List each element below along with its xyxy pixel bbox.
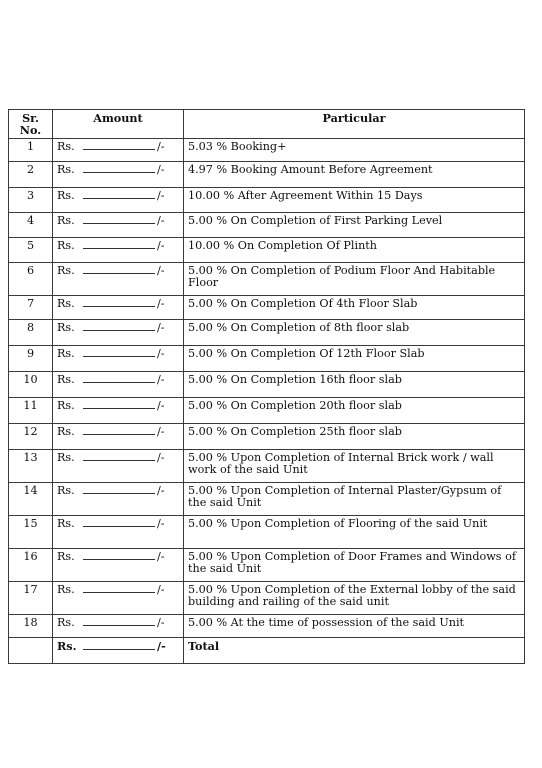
- rs-label: Rs.: [57, 188, 75, 202]
- amount-suffix: /-: [157, 139, 165, 153]
- rs-label: Rs.: [57, 516, 75, 530]
- sr-no-cell: 1: [9, 138, 53, 161]
- table-row: [9, 161, 525, 187]
- amount-suffix: /-: [157, 162, 165, 176]
- amount-blank-line: [83, 617, 155, 626]
- particular-cell: 5.00 % On Completion of First Parking Level: [184, 212, 525, 237]
- rs-label: Rs.: [57, 238, 75, 252]
- table-row: [9, 212, 525, 237]
- total-label: Total: [184, 637, 525, 663]
- amount-blank-line: [83, 374, 155, 383]
- particular-cell: 5.00 % On Completion Of 12th Floor Slab: [184, 345, 525, 371]
- sr-no-cell: 8: [9, 319, 53, 345]
- amount-blank-line: [83, 641, 155, 650]
- rs-label: Rs.: [57, 424, 75, 438]
- amount-cell: [53, 371, 184, 397]
- table-row: [9, 138, 525, 161]
- particular-cell: 5.00 % On Completion 25th floor slab: [184, 423, 525, 449]
- amount-blank-line: [83, 215, 155, 224]
- amount-blank-line: [83, 452, 155, 461]
- amount-cell: [53, 515, 184, 548]
- amount-blank-line: [83, 298, 155, 307]
- sr-no-cell: 6: [9, 262, 53, 295]
- sr-no-cell: 9: [9, 345, 53, 371]
- amount-cell: [53, 319, 184, 345]
- amount-cell: [53, 262, 184, 295]
- table-row: [9, 449, 525, 482]
- amount-suffix: /-: [157, 213, 165, 227]
- amount-header: Amount: [53, 110, 184, 139]
- amount-suffix: /-: [157, 398, 165, 412]
- amount-cell: [53, 212, 184, 237]
- rs-label: Rs.: [57, 638, 77, 653]
- particular-cell: 5.00 % On Completion of 8th floor slab: [184, 319, 525, 345]
- amount-blank-line: [83, 348, 155, 357]
- amount-blank-line: [83, 322, 155, 331]
- particular-cell: 5.00 % At the time of possession of the said Unit: [184, 614, 525, 637]
- sr-no-cell: 10: [9, 371, 53, 397]
- rs-label: Rs.: [57, 139, 75, 153]
- amount-suffix: /-: [157, 320, 165, 334]
- particular-cell: 5.00 % Upon Completion of Internal Plaster/Gypsum of the said Unit: [184, 482, 525, 515]
- particular-cell: 5.00 % On Completion 16th floor slab: [184, 371, 525, 397]
- table-row: [9, 397, 525, 423]
- total-amount-cell: [53, 637, 184, 663]
- table-row: [9, 237, 525, 262]
- particular-cell: 10.00 % After Agreement Within 15 Days: [184, 187, 525, 212]
- amount-cell: [53, 423, 184, 449]
- rs-label: Rs.: [57, 162, 75, 176]
- amount-blank-line: [83, 551, 155, 560]
- sr-no-cell: 14: [9, 482, 53, 515]
- amount-cell: [53, 397, 184, 423]
- amount-blank-line: [83, 426, 155, 435]
- amount-cell: [53, 548, 184, 581]
- amount-suffix: /-: [157, 450, 165, 464]
- sr-no-cell: 13: [9, 449, 53, 482]
- sr-no-cell: 11: [9, 397, 53, 423]
- sr-no-cell: 2: [9, 161, 53, 187]
- sr-no-cell: 16: [9, 548, 53, 581]
- amount-blank-line: [83, 265, 155, 274]
- particular-cell: 5.00 % Upon Completion of Door Frames and Windows of the said Unit: [184, 548, 525, 581]
- amount-suffix: /-: [157, 424, 165, 438]
- amount-cell: [53, 138, 184, 161]
- table-row: [9, 548, 525, 581]
- table-row: [9, 345, 525, 371]
- amount-suffix: /-: [157, 188, 165, 202]
- sr-no-cell: 18: [9, 614, 53, 637]
- sr-no-cell: 3: [9, 187, 53, 212]
- table-row: [9, 581, 525, 614]
- sr-no-cell: 12: [9, 423, 53, 449]
- particular-cell: 5.00 % Upon Completion of Internal Brick work / wall work of the said Unit: [184, 449, 525, 482]
- table-row: [9, 482, 525, 515]
- particular-cell: 5.00 % Upon Completion of the External lobby of the said building and railing of the said unit: [184, 581, 525, 614]
- particular-cell: 5.00 % Upon Completion of Flooring of the said Unit: [184, 515, 525, 548]
- rs-label: Rs.: [57, 346, 75, 360]
- amount-suffix: /-: [157, 346, 165, 360]
- table-row: [9, 515, 525, 548]
- rs-label: Rs.: [57, 213, 75, 227]
- table-row: [9, 614, 525, 637]
- rs-label: Rs.: [57, 615, 75, 629]
- amount-suffix: /-: [157, 238, 165, 252]
- amount-cell: [53, 237, 184, 262]
- rs-label: Rs.: [57, 398, 75, 412]
- amount-suffix: /-: [157, 516, 165, 530]
- table-row: [9, 262, 525, 295]
- amount-suffix: /-: [157, 615, 165, 629]
- amount-cell: [53, 581, 184, 614]
- sr-no-cell: 7: [9, 295, 53, 319]
- total-row: [9, 637, 525, 663]
- particular-cell: 4.97 % Booking Amount Before Agreement: [184, 161, 525, 187]
- table-row: [9, 319, 525, 345]
- particular-cell: 10.00 % On Completion Of Plinth: [184, 237, 525, 262]
- particular-cell: 5.03 % Booking+: [184, 138, 525, 161]
- rs-label: Rs.: [57, 320, 75, 334]
- rs-label: Rs.: [57, 549, 75, 563]
- rs-label: Rs.: [57, 582, 75, 596]
- amount-suffix: /-: [157, 372, 165, 386]
- table-row: [9, 295, 525, 319]
- amount-blank-line: [83, 240, 155, 249]
- amount-suffix: /-: [157, 296, 165, 310]
- particular-header: Particular: [184, 110, 525, 139]
- sr-no-cell: 5: [9, 237, 53, 262]
- sr-no-cell: 4: [9, 212, 53, 237]
- particular-cell: 5.00 % On Completion of Podium Floor And Habitable Floor: [184, 262, 525, 295]
- sr-no-cell: 15: [9, 515, 53, 548]
- amount-cell: [53, 187, 184, 212]
- payment-schedule-table: [8, 109, 525, 664]
- rs-label: Rs.: [57, 483, 75, 497]
- amount-blank-line: [83, 584, 155, 593]
- amount-blank-line: [83, 190, 155, 199]
- amount-blank-line: [83, 518, 155, 527]
- amount-suffix: /-: [157, 582, 165, 596]
- particular-cell: 5.00 % On Completion Of 4th Floor Slab: [184, 295, 525, 319]
- amount-blank-line: [83, 400, 155, 409]
- amount-cell: [53, 161, 184, 187]
- rs-label: Rs.: [57, 372, 75, 386]
- amount-cell: [53, 449, 184, 482]
- rs-label: Rs.: [57, 450, 75, 464]
- amount-suffix: /-: [157, 638, 166, 653]
- header-row: [9, 110, 525, 139]
- table-row: [9, 423, 525, 449]
- amount-cell: [53, 295, 184, 319]
- rs-label: Rs.: [57, 263, 75, 277]
- amount-suffix: /-: [157, 549, 165, 563]
- sr-no-cell: [9, 637, 53, 663]
- amount-blank-line: [83, 141, 155, 150]
- amount-cell: [53, 614, 184, 637]
- table-row: [9, 371, 525, 397]
- table-body: [9, 138, 525, 663]
- amount-suffix: /-: [157, 483, 165, 497]
- particular-cell: 5.00 % On Completion 20th floor slab: [184, 397, 525, 423]
- amount-cell: [53, 482, 184, 515]
- amount-blank-line: [83, 164, 155, 173]
- amount-cell: [53, 345, 184, 371]
- sr-no-header: Sr. No.: [9, 110, 53, 139]
- table-row: [9, 187, 525, 212]
- sr-no-cell: 17: [9, 581, 53, 614]
- amount-suffix: /-: [157, 263, 165, 277]
- rs-label: Rs.: [57, 296, 75, 310]
- amount-blank-line: [83, 485, 155, 494]
